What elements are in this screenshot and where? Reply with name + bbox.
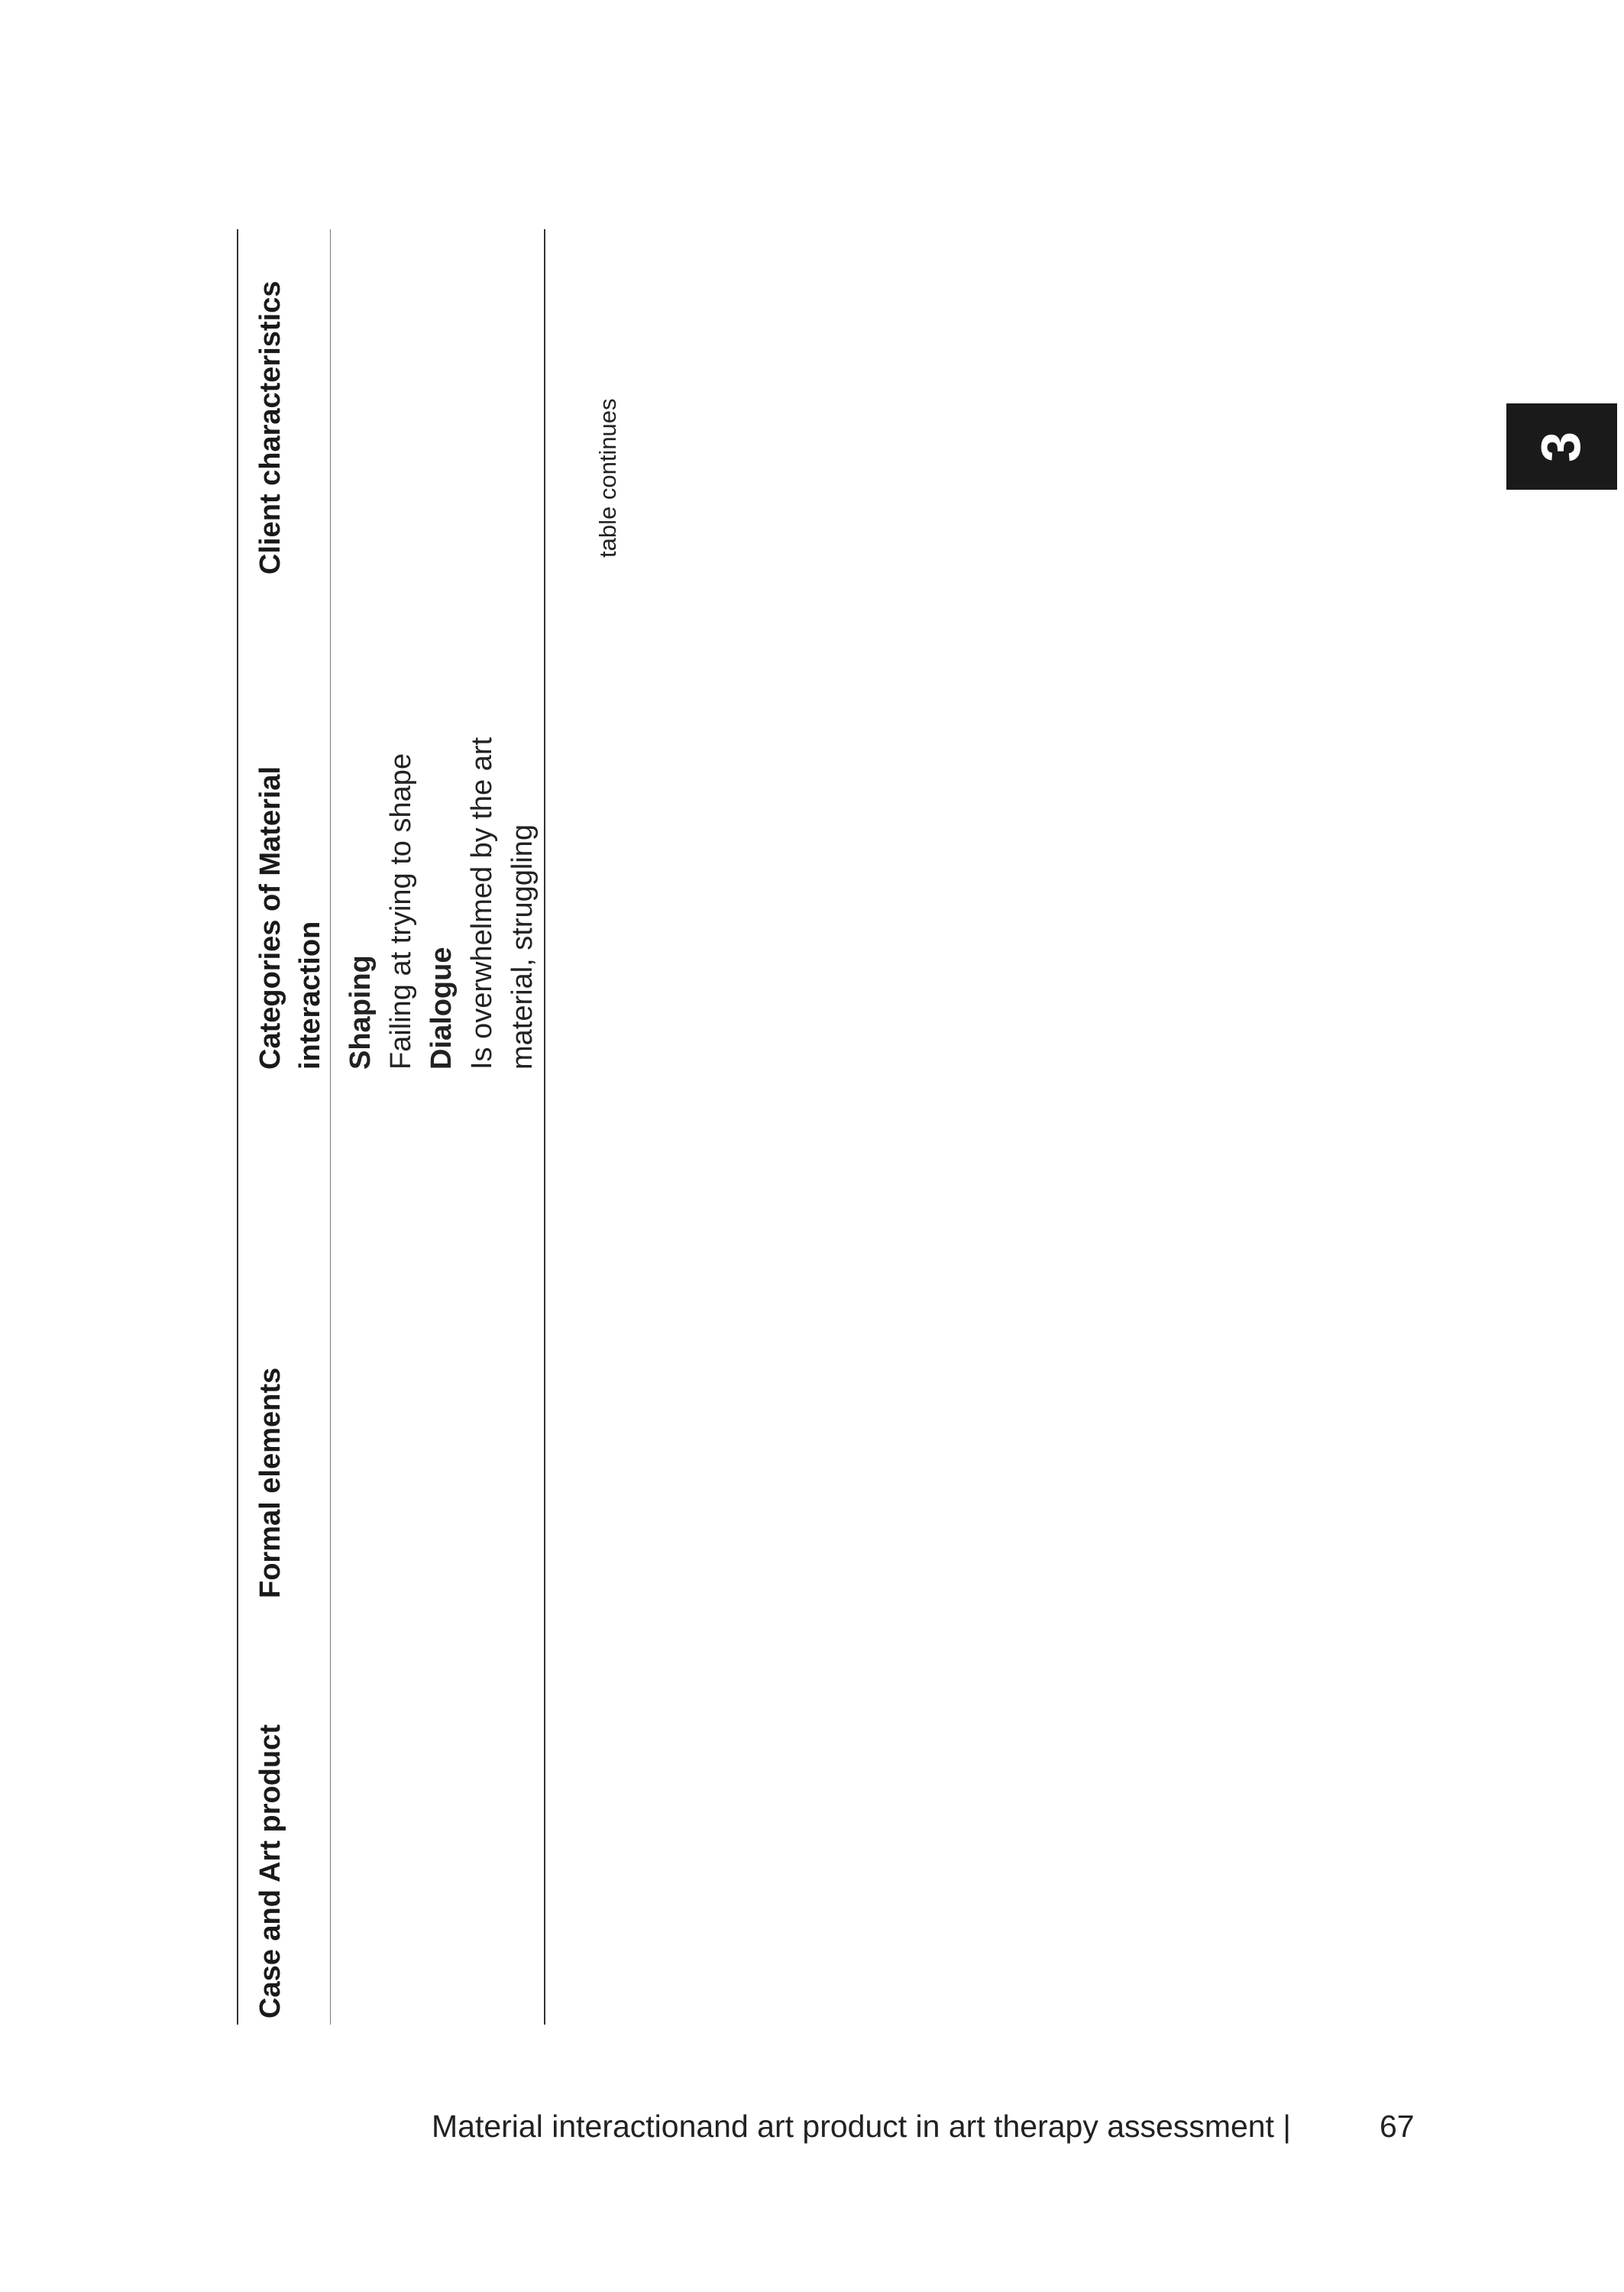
table-continues-note: table continues: [594, 398, 621, 558]
category-text: Is overwhelmed by the art material, struggling: [466, 736, 539, 1070]
categories-cell: [341, 718, 543, 1070]
table-bottom-rule: [544, 229, 545, 2025]
header-client-characteristics: Client characteristics: [254, 280, 286, 575]
header-formal-elements: Formal elements: [254, 1368, 286, 1598]
page-number: 67: [1380, 2109, 1415, 2144]
table-top-rule: [237, 229, 238, 2025]
header-case-art-product: Case and Art product: [254, 1724, 286, 2018]
chapter-tab: [1506, 403, 1617, 490]
category-heading: Shaping: [345, 955, 377, 1070]
chapter-number: 3: [1531, 431, 1593, 462]
category-heading: Dialogue: [425, 947, 458, 1070]
rotated-table: [237, 229, 642, 2025]
header-categories-material-interaction: Categories of Material interaction: [254, 766, 326, 1070]
table-header-rule: [330, 229, 331, 2025]
running-footer-title: Material interactionand art product in art therapy assessment |: [432, 2109, 1292, 2144]
category-text: Failing at trying to shape: [385, 753, 417, 1070]
